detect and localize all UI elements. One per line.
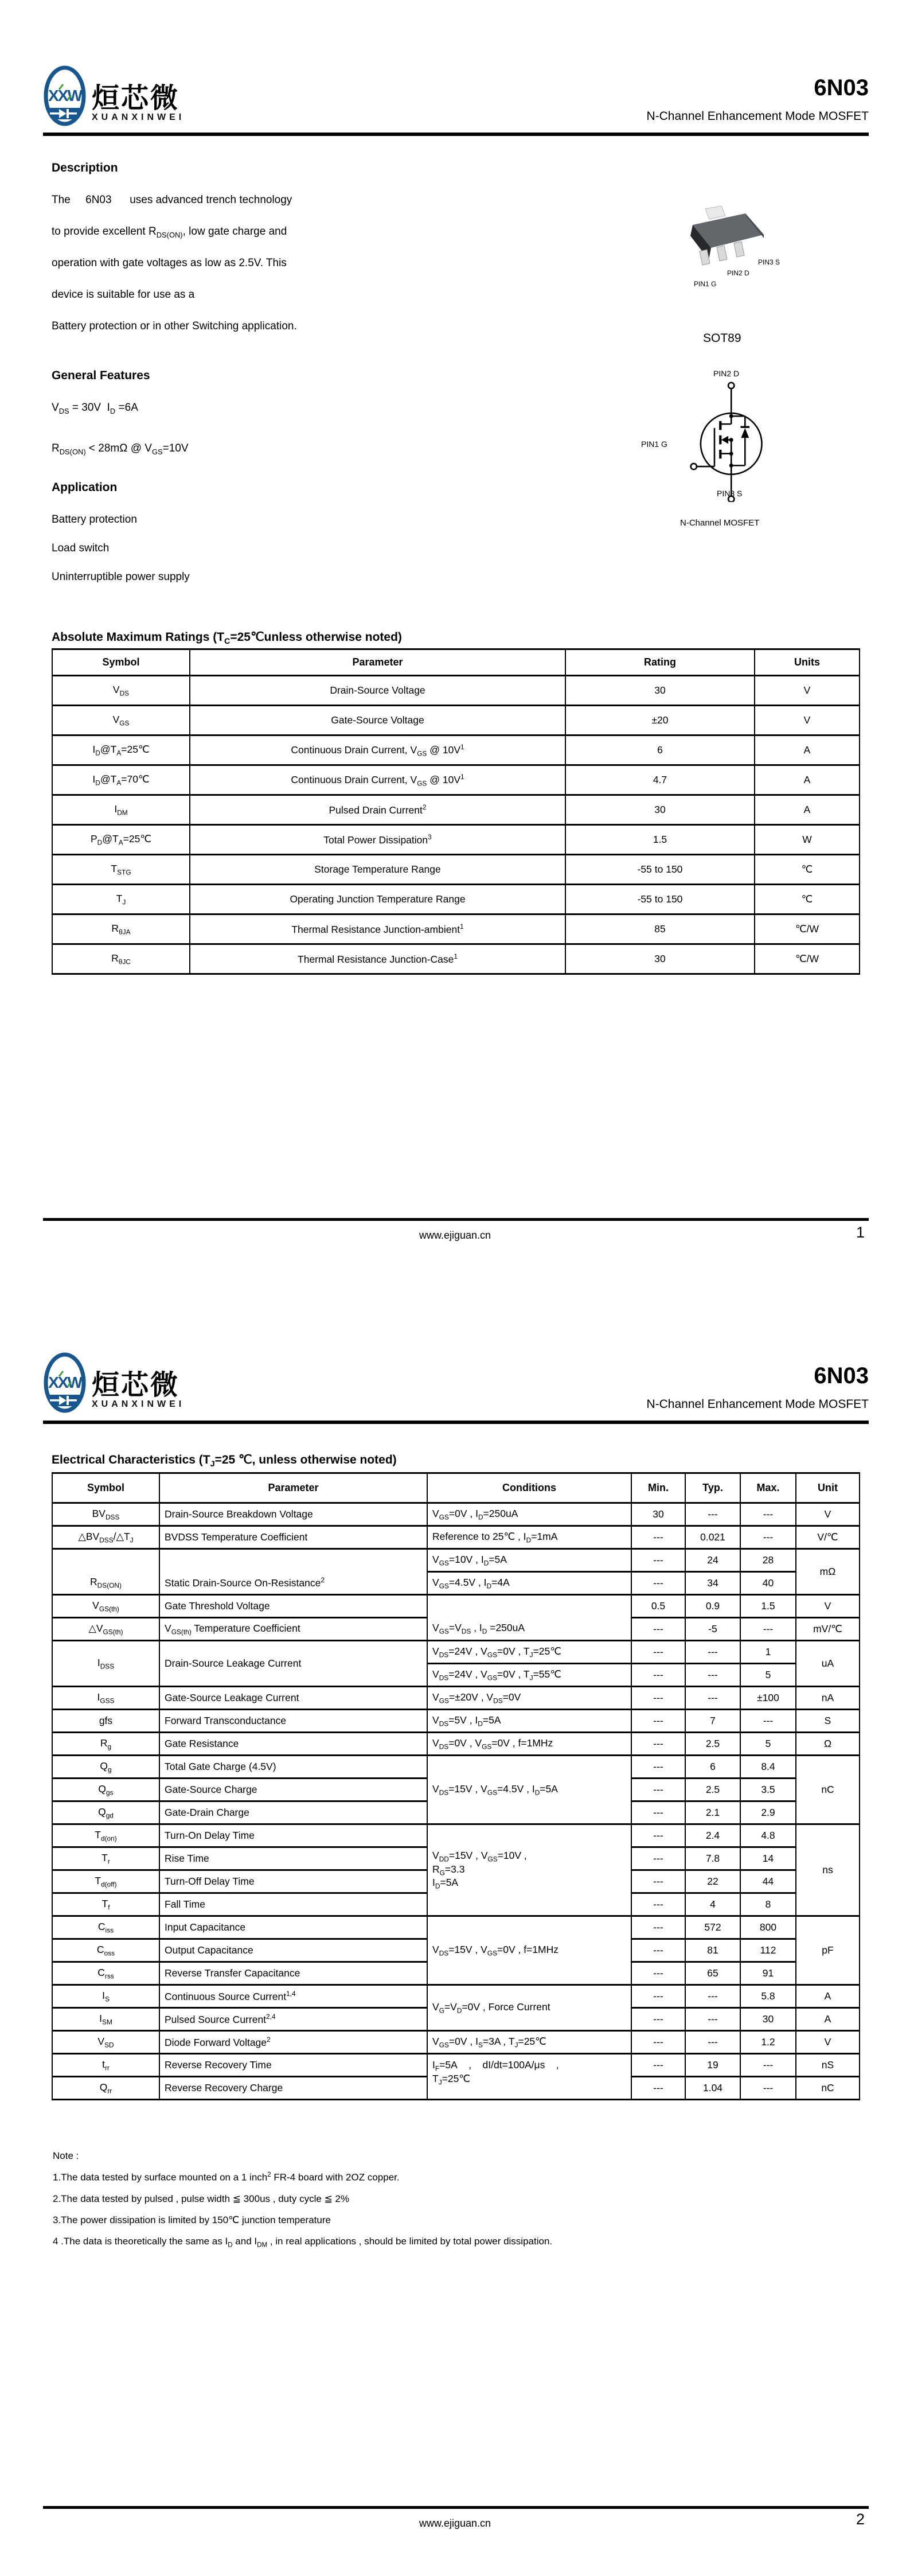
cell: $BV_{DSS}$ bbox=[52, 1503, 159, 1526]
table-row bbox=[52, 1549, 860, 1572]
cell: ℃/W bbox=[755, 944, 860, 974]
sot89-package-image bbox=[675, 202, 764, 277]
cell: W bbox=[755, 825, 860, 855]
cell: --- bbox=[631, 2031, 685, 2054]
cell: 8.4 bbox=[740, 1756, 796, 1779]
cell: S bbox=[796, 1710, 860, 1733]
cell: $C_{iss}$ bbox=[52, 1916, 159, 1939]
symbol-pin3-label: PIN3 S bbox=[717, 489, 743, 498]
cell: 5 bbox=[740, 1733, 796, 1756]
cell: BVDSS Temperature Coefficient bbox=[159, 1526, 427, 1549]
cell: 4.8 bbox=[740, 1824, 796, 1847]
header-row bbox=[52, 649, 860, 676]
cell: 14 bbox=[740, 1847, 796, 1870]
cell: 8 bbox=[740, 1893, 796, 1916]
cell: Pulsed Drain Current$^2$ bbox=[190, 795, 565, 825]
cell: Forward Transconductance bbox=[159, 1710, 427, 1733]
cell: 112 bbox=[740, 1939, 796, 1962]
cell: --- bbox=[740, 1503, 796, 1526]
cell: -5 bbox=[685, 1618, 740, 1641]
cell: 6 bbox=[565, 736, 755, 765]
note-item: 3.The power dissipation is limited by 150℃ junction temperature bbox=[53, 2214, 331, 2225]
cell: 1.2 bbox=[740, 2031, 796, 2054]
cell: 22 bbox=[685, 1870, 740, 1893]
sot89-package-icon bbox=[675, 202, 764, 274]
cell: 0.021 bbox=[685, 1526, 740, 1549]
cell: --- bbox=[685, 1687, 740, 1710]
cell: $V_{DS}=0V$ , $V_{GS}=0V$ , f=1MHz bbox=[427, 1733, 631, 1756]
cell: $V_{GS}$ bbox=[52, 706, 190, 736]
note-item: 4 .The data is theoretically the same as $I_D$ and $I_{DM}$ , in real applications , should be limited by total power dissipation. bbox=[53, 2235, 553, 2249]
notes-section bbox=[53, 2150, 844, 2258]
cell: Input Capacitance bbox=[159, 1916, 427, 1939]
cell: $V_{GS}=\pm 20V$ , $V_{DS}=0V$ bbox=[427, 1687, 631, 1710]
general-features-list bbox=[52, 402, 442, 483]
cell: $I_{GSS}$ bbox=[52, 1687, 159, 1710]
cell: --- bbox=[685, 1641, 740, 1664]
cell: $V_{SD}$ bbox=[52, 2031, 159, 2054]
cell: 1.5 bbox=[740, 1595, 796, 1618]
company-logo-p2 bbox=[43, 1351, 87, 1417]
cell: $V_{GS}=4.5V$ , $I_D=4A$ bbox=[427, 1572, 631, 1595]
cell: $R_{\theta JC}$ bbox=[52, 944, 190, 974]
application-title: Application bbox=[52, 481, 118, 494]
package-name: SOT89 bbox=[703, 332, 741, 345]
cell: 81 bbox=[685, 1939, 740, 1962]
cell: Total Power Dissipation$^3$ bbox=[190, 825, 565, 855]
general-features-title: General Features bbox=[52, 369, 150, 382]
table-row bbox=[52, 944, 860, 974]
cell: Thermal Resistance Junction-Case$^1$ bbox=[190, 944, 565, 974]
abs-max-title: Absolute Maximum Ratings ($T_C=25℃unless$ otherwise noted) bbox=[52, 631, 402, 647]
footer-url-p1: www.ejiguan.cn bbox=[419, 1229, 491, 1241]
cell: --- bbox=[740, 2077, 796, 2100]
cell: $Q_{gd}$ bbox=[52, 1801, 159, 1824]
cell: $V_{GS}=0V$ , $I_S=3A$ , $T_J=25℃$ bbox=[427, 2031, 631, 2054]
cell: --- bbox=[631, 1572, 685, 1595]
part-number-p2: 6N03 bbox=[814, 1363, 869, 1388]
cell: 1.5 bbox=[565, 825, 755, 855]
cell: $I_{DSS}$ bbox=[52, 1641, 159, 1687]
cell: Turn-On Delay Time bbox=[159, 1824, 427, 1847]
table-row bbox=[52, 1824, 860, 1847]
cell: --- bbox=[631, 1687, 685, 1710]
brand-name-cn-p2: 烜芯微 bbox=[92, 1370, 180, 1400]
cell: ±100 bbox=[740, 1687, 796, 1710]
column-header: Min. bbox=[631, 1473, 685, 1503]
cell: 6 bbox=[685, 1756, 740, 1779]
cell: --- bbox=[740, 1710, 796, 1733]
cell: 65 bbox=[685, 1962, 740, 1985]
application-item: Load switch bbox=[52, 542, 110, 554]
cell: $V_{GS}=V_{DS}$ , $I_D =250uA$ bbox=[427, 1595, 631, 1641]
cell: Gate-Source Leakage Current bbox=[159, 1687, 427, 1710]
brand-name-en-p2: XUANXINWEI bbox=[92, 1399, 185, 1409]
cell: 4.7 bbox=[565, 765, 755, 795]
cell: 800 bbox=[740, 1916, 796, 1939]
cell: $I_{SM}$ bbox=[52, 2008, 159, 2031]
page-number-p2: 2 bbox=[856, 2511, 865, 2528]
xxw-logo-icon bbox=[43, 64, 87, 127]
cell: 30 bbox=[565, 944, 755, 974]
cell: --- bbox=[631, 1549, 685, 1572]
cell: 19 bbox=[685, 2054, 740, 2077]
svg-text:XXW: XXW bbox=[48, 1373, 81, 1391]
cell: --- bbox=[631, 1916, 685, 1939]
cell: 91 bbox=[740, 1962, 796, 1985]
cell: Turn-Off Delay Time bbox=[159, 1870, 427, 1893]
cell: 5.8 bbox=[740, 1985, 796, 2008]
cell: V bbox=[796, 2031, 860, 2054]
header-row bbox=[52, 1473, 860, 1503]
cell: 44 bbox=[740, 1870, 796, 1893]
cell: $C_{rss}$ bbox=[52, 1962, 159, 1985]
cell: --- bbox=[631, 1962, 685, 1985]
cell: $T_{d(off)}$ bbox=[52, 1870, 159, 1893]
cell: $Q_g$ bbox=[52, 1756, 159, 1779]
cell: --- bbox=[631, 1939, 685, 1962]
cell: Storage Temperature Range bbox=[190, 855, 565, 885]
cell: ℃/W bbox=[755, 915, 860, 944]
column-header: Symbol bbox=[52, 649, 190, 676]
elec-char-title: Electrical Characteristics ($T_J=25$ ℃, unless otherwise noted) bbox=[52, 1453, 397, 1469]
elec-char-table bbox=[52, 1472, 860, 2100]
cell: Drain-Source Breakdown Voltage bbox=[159, 1503, 427, 1526]
feature-line: $R_{DS(ON)} < 28m\Omega$ @ $V_{GS}=10V$ bbox=[52, 442, 189, 456]
mosfet-symbol bbox=[686, 379, 775, 505]
description-line: device is suitable for use as a bbox=[52, 289, 195, 301]
column-header: Rating bbox=[565, 649, 755, 676]
cell: Reverse Transfer Capacitance bbox=[159, 1962, 427, 1985]
cell: $I_D@T_A=70℃$ bbox=[52, 765, 190, 795]
cell: 30 bbox=[565, 676, 755, 706]
column-header: Typ. bbox=[685, 1473, 740, 1503]
cell: --- bbox=[631, 1526, 685, 1549]
table-row bbox=[52, 736, 860, 765]
cell: gfs bbox=[52, 1710, 159, 1733]
cell: $V_{GS}=0V$ , $I_D=250uA$ bbox=[427, 1503, 631, 1526]
cell: 24 bbox=[685, 1549, 740, 1572]
footer-url-p2: www.ejiguan.cn bbox=[419, 2517, 491, 2529]
svg-text:XXW: XXW bbox=[48, 87, 81, 104]
abs-max-table bbox=[52, 648, 860, 975]
cell: Diode Forward Voltage$^2$ bbox=[159, 2031, 427, 2054]
cell: $T_{d(on)}$ bbox=[52, 1824, 159, 1847]
note-item: 2.The data tested by pulsed , pulse width ≦ 300us , duty cycle ≦ 2% bbox=[53, 2193, 350, 2204]
cell: V bbox=[755, 676, 860, 706]
description-title: Description bbox=[52, 161, 118, 174]
feature-line: $V_{DS} = 30V$ $I_D =6A$ bbox=[52, 402, 138, 415]
cell: --- bbox=[631, 1847, 685, 1870]
cell: V bbox=[796, 1503, 860, 1526]
cell: 0.5 bbox=[631, 1595, 685, 1618]
cell: nC bbox=[796, 2077, 860, 2100]
table-row bbox=[52, 676, 860, 706]
table-row bbox=[52, 2054, 860, 2077]
cell: -55 to 150 bbox=[565, 855, 755, 885]
cell: Gate-Drain Charge bbox=[159, 1801, 427, 1824]
cell: $I_S$ bbox=[52, 1985, 159, 2008]
application-list bbox=[52, 513, 442, 600]
pkg-pin3-label: PIN3 S bbox=[758, 258, 780, 266]
cell: $\triangle V_{GS(th)}$ bbox=[52, 1618, 159, 1641]
table-row bbox=[52, 706, 860, 736]
cell: V/℃ bbox=[796, 1526, 860, 1549]
description-line: Battery protection or in other Switching application. bbox=[52, 320, 297, 332]
cell: nA bbox=[796, 1687, 860, 1710]
cell: $V_{DS}=15V$ , $V_{GS}=4.5V$ , $I_D=5A$ bbox=[427, 1756, 631, 1824]
table-row bbox=[52, 1916, 860, 1939]
cell: $V_{GS(th)}$ bbox=[52, 1595, 159, 1618]
cell: $V_{DS}$ bbox=[52, 676, 190, 706]
cell: $Q_{gs}$ bbox=[52, 1779, 159, 1801]
cell: nS bbox=[796, 2054, 860, 2077]
cell: --- bbox=[631, 1801, 685, 1824]
cell: --- bbox=[740, 1618, 796, 1641]
cell: 2.5 bbox=[685, 1733, 740, 1756]
cell: 2.4 bbox=[685, 1824, 740, 1847]
column-header: Max. bbox=[740, 1473, 796, 1503]
cell: $t_{rr}$ bbox=[52, 2054, 159, 2077]
cell: Ω bbox=[796, 1733, 860, 1756]
table-row bbox=[52, 1756, 860, 1779]
cell: Reverse Recovery Charge bbox=[159, 2077, 427, 2100]
symbol-pin1-label: PIN1 G bbox=[641, 439, 667, 449]
column-header: Parameter bbox=[159, 1473, 427, 1503]
company-logo bbox=[43, 64, 87, 130]
cell: --- bbox=[631, 1710, 685, 1733]
cell: --- bbox=[685, 1985, 740, 2008]
brand-name-cn: 烜芯微 bbox=[92, 83, 180, 114]
cell: mV/℃ bbox=[796, 1618, 860, 1641]
table-row bbox=[52, 1526, 860, 1549]
cell: Static Drain-Source On-Resistance$^2$ bbox=[159, 1549, 427, 1595]
table-row bbox=[52, 825, 860, 855]
cell: A bbox=[796, 2008, 860, 2031]
cell: 34 bbox=[685, 1572, 740, 1595]
cell: $V_{DS}=15V$ , $V_{GS}=0V$ , f=1MHz bbox=[427, 1916, 631, 1985]
cell: 40 bbox=[740, 1572, 796, 1595]
cell: Pulsed Source Current$^{2,4}$ bbox=[159, 2008, 427, 2031]
cell: Reference to 25℃ , $I_D=1mA$ bbox=[427, 1526, 631, 1549]
cell: 5 bbox=[740, 1664, 796, 1687]
cell: $T_r$ bbox=[52, 1847, 159, 1870]
cell: 7 bbox=[685, 1710, 740, 1733]
cell: A bbox=[755, 765, 860, 795]
cell: --- bbox=[631, 1664, 685, 1687]
cell: 30 bbox=[740, 2008, 796, 2031]
cell: ℃ bbox=[755, 855, 860, 885]
cell: 30 bbox=[631, 1503, 685, 1526]
n-mosfet-symbol-icon bbox=[686, 379, 775, 502]
cell: V bbox=[755, 706, 860, 736]
cell: --- bbox=[631, 1893, 685, 1916]
notes-title: Note : bbox=[53, 2150, 79, 2161]
document-subtitle: N-Channel Enhancement Mode MOSFET bbox=[646, 110, 869, 123]
table-row bbox=[52, 1985, 860, 2008]
cell: pF bbox=[796, 1916, 860, 1985]
cell: --- bbox=[685, 1664, 740, 1687]
cell: --- bbox=[631, 1618, 685, 1641]
cell: 1 bbox=[740, 1641, 796, 1664]
table-row bbox=[52, 795, 860, 825]
cell: Continuous Drain Current, $V_{GS}$ @ $10V^1$ bbox=[190, 736, 565, 765]
table-row bbox=[52, 1595, 860, 1618]
cell: 4 bbox=[685, 1893, 740, 1916]
cell: Continuous Source Current$^{1,4}$ bbox=[159, 1985, 427, 2008]
header-rule-p2 bbox=[43, 1421, 869, 1424]
cell: 2.9 bbox=[740, 1801, 796, 1824]
pkg-pin2-label: PIN2 D bbox=[727, 269, 749, 277]
cell: $V_{DS}=5V$ , $I_D=5A$ bbox=[427, 1710, 631, 1733]
application-item: Battery protection bbox=[52, 513, 137, 526]
cell: 0.9 bbox=[685, 1595, 740, 1618]
part-number: 6N03 bbox=[814, 75, 869, 100]
table-row bbox=[52, 1710, 860, 1733]
cell: $R_{DS(ON)}$ bbox=[52, 1549, 159, 1595]
page-number-p1: 1 bbox=[856, 1224, 865, 1241]
table-row bbox=[52, 915, 860, 944]
footer-rule-p1 bbox=[43, 1218, 869, 1221]
table-row bbox=[52, 1733, 860, 1756]
cell: $\triangle BV_{DSS}/\triangle T_J$ bbox=[52, 1526, 159, 1549]
footer-rule-p2 bbox=[43, 2506, 869, 2509]
cell: $V_{DS}=24V$ , $V_{GS}=0V$ , $T_J=55℃$ bbox=[427, 1664, 631, 1687]
xxw-logo-icon bbox=[43, 1351, 87, 1414]
symbol-caption: N-Channel MOSFET bbox=[680, 518, 760, 528]
note-item: 1.The data tested by surface mounted on a 1 inch$^2$ FR-4 board with 2OZ copper. bbox=[53, 2172, 400, 2183]
header-rule bbox=[43, 133, 869, 136]
cell: Gate-Source Voltage bbox=[190, 706, 565, 736]
cell: ℃ bbox=[755, 885, 860, 915]
cell: $R_g$ bbox=[52, 1733, 159, 1756]
table-row bbox=[52, 885, 860, 915]
cell: $V_{DS}=24V$ , $V_{GS}=0V$ , $T_J=25℃$ bbox=[427, 1641, 631, 1664]
cell: uA bbox=[796, 1641, 860, 1687]
cell: A bbox=[755, 795, 860, 825]
cell: --- bbox=[631, 1733, 685, 1756]
cell: $V_{GS}=10V$ , $I_D=5A$ bbox=[427, 1549, 631, 1572]
cell: 30 bbox=[565, 795, 755, 825]
cell: $C_{oss}$ bbox=[52, 1939, 159, 1962]
cell: $P_D@T_A=25℃$ bbox=[52, 825, 190, 855]
description-line: to provide excellent $R_{DS(ON)}$, low gate charge and bbox=[52, 225, 287, 239]
cell: Total Gate Charge (4.5V) bbox=[159, 1756, 427, 1779]
cell: Gate Resistance bbox=[159, 1733, 427, 1756]
cell: 7.8 bbox=[685, 1847, 740, 1870]
cell: $T_J$ bbox=[52, 885, 190, 915]
cell: V bbox=[796, 1595, 860, 1618]
application-item: Uninterruptible power supply bbox=[52, 571, 190, 583]
symbol-pin2-label: PIN2 D bbox=[713, 369, 740, 378]
column-header: Units bbox=[755, 649, 860, 676]
cell: --- bbox=[631, 2008, 685, 2031]
column-header: Symbol bbox=[52, 1473, 159, 1503]
cell: Drain-Source Leakage Current bbox=[159, 1641, 427, 1687]
cell: ±20 bbox=[565, 706, 755, 736]
cell: Output Capacitance bbox=[159, 1939, 427, 1962]
cell: 2.1 bbox=[685, 1801, 740, 1824]
cell: nC bbox=[796, 1756, 860, 1824]
cell: --- bbox=[631, 1641, 685, 1664]
cell: -55 to 150 bbox=[565, 885, 755, 915]
cell: --- bbox=[685, 2031, 740, 2054]
cell: --- bbox=[631, 2054, 685, 2077]
cell: mΩ bbox=[796, 1549, 860, 1595]
cell: --- bbox=[631, 1985, 685, 2008]
document-subtitle-p2: N-Channel Enhancement Mode MOSFET bbox=[646, 1398, 869, 1411]
cell: --- bbox=[740, 2054, 796, 2077]
table-row bbox=[52, 1503, 860, 1526]
cell: Rise Time bbox=[159, 1847, 427, 1870]
cell: $V_{GS(th)}$ Temperature Coefficient bbox=[159, 1618, 427, 1641]
table-row bbox=[52, 855, 860, 885]
cell: Gate Threshold Voltage bbox=[159, 1595, 427, 1618]
cell: $T_{STG}$ bbox=[52, 855, 190, 885]
column-header: Unit bbox=[796, 1473, 860, 1503]
cell: Reverse Recovery Time bbox=[159, 2054, 427, 2077]
cell: $T_f$ bbox=[52, 1893, 159, 1916]
cell: ns bbox=[796, 1824, 860, 1916]
cell: 2.5 bbox=[685, 1779, 740, 1801]
pkg-pin1-label: PIN1 G bbox=[694, 280, 717, 288]
cell: Fall Time bbox=[159, 1893, 427, 1916]
cell: Thermal Resistance Junction-ambient$^1$ bbox=[190, 915, 565, 944]
cell: 3.5 bbox=[740, 1779, 796, 1801]
cell: $Q_{rr}$ bbox=[52, 2077, 159, 2100]
cell: 1.04 bbox=[685, 2077, 740, 2100]
cell: 28 bbox=[740, 1549, 796, 1572]
table-row bbox=[52, 2031, 860, 2054]
table-row bbox=[52, 765, 860, 795]
cell: $R_{\theta JA}$ bbox=[52, 915, 190, 944]
cell: A bbox=[755, 736, 860, 765]
cell: --- bbox=[631, 1779, 685, 1801]
cell: Drain-Source Voltage bbox=[190, 676, 565, 706]
cell: 85 bbox=[565, 915, 755, 944]
cell: --- bbox=[631, 1870, 685, 1893]
column-header: Conditions bbox=[427, 1473, 631, 1503]
cell: $I_F=5A$ , dI/dt=100A/μs , $T_J=25℃$ bbox=[427, 2054, 631, 2100]
cell: --- bbox=[631, 2077, 685, 2100]
cell: $V_G=V_D=0V$ , Force Current bbox=[427, 1985, 631, 2031]
cell: A bbox=[796, 1985, 860, 2008]
table-row bbox=[52, 1641, 860, 1664]
cell: --- bbox=[740, 1526, 796, 1549]
cell: $I_{DM}$ bbox=[52, 795, 190, 825]
cell: 572 bbox=[685, 1916, 740, 1939]
table-row bbox=[52, 1687, 860, 1710]
cell: $I_D@T_A=25℃$ bbox=[52, 736, 190, 765]
cell: $V_{DD}=15V$ , $V_{GS}=10V$ , $R_G=3.3$ $I_D=5A$ bbox=[427, 1824, 631, 1916]
cell: Gate-Source Charge bbox=[159, 1779, 427, 1801]
description-line: operation with gate voltages as low as 2.5V. This bbox=[52, 257, 287, 269]
cell: Continuous Drain Current, $V_{GS}$ @ $10V^1$ bbox=[190, 765, 565, 795]
brand-name-en: XUANXINWEI bbox=[92, 112, 185, 122]
cell: --- bbox=[685, 2008, 740, 2031]
cell: Operating Junction Temperature Range bbox=[190, 885, 565, 915]
description-paragraph bbox=[52, 194, 442, 352]
cell: --- bbox=[685, 1503, 740, 1526]
column-header: Parameter bbox=[190, 649, 565, 676]
cell: --- bbox=[631, 1756, 685, 1779]
description-line: The 6N03 uses advanced trench technology bbox=[52, 194, 292, 206]
cell: --- bbox=[631, 1824, 685, 1847]
